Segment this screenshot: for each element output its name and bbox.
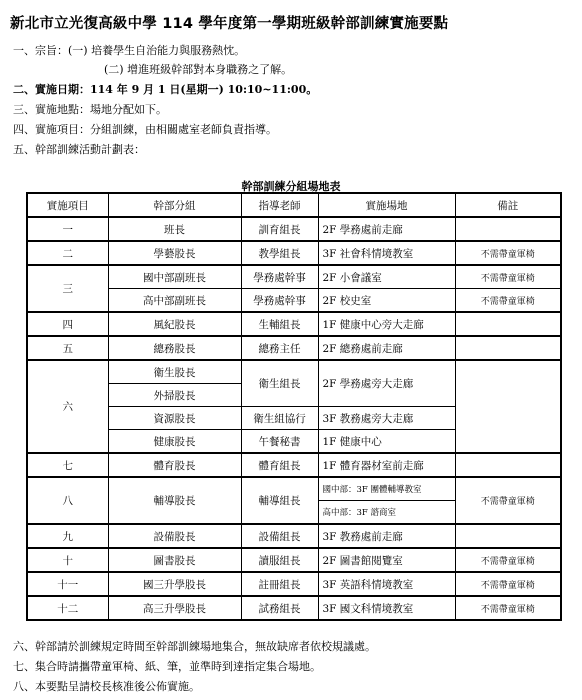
cell-item: 十 bbox=[27, 548, 108, 572]
section-purpose-2: (二) 增進班級幹部對本身職務之了解。 bbox=[104, 63, 293, 76]
document-title: 新北市立光復高級中學 114 學年度第一學期班級幹部訓練實施要點 bbox=[10, 16, 449, 32]
cell-note bbox=[455, 312, 561, 336]
cell-note: 不需帶童軍椅 bbox=[455, 289, 561, 313]
cell-note: 不需帶童軍椅 bbox=[455, 572, 561, 596]
cell-item: 十一 bbox=[27, 572, 108, 596]
table-row bbox=[27, 360, 561, 384]
cell-venue: 3F 教務處旁大走廊 bbox=[318, 407, 455, 430]
cell-teacher: 訓育組長 bbox=[241, 217, 318, 241]
cell-cadre: 高三升學股長 bbox=[108, 596, 241, 620]
section-approval: 八、本要點呈請校長核准後公佈實施。 bbox=[13, 680, 200, 693]
cell-item: 七 bbox=[27, 453, 108, 477]
cell-venue: 2F 學務處前走廊 bbox=[318, 217, 455, 241]
cell-venue: 1F 健康中心 bbox=[318, 430, 455, 454]
cell-teacher: 午餐秘書 bbox=[241, 430, 318, 454]
section-bring-items: 七、集合時請攜帶童軍椅、紙、筆，並準時到達指定集合場地。 bbox=[13, 660, 321, 673]
cell-note bbox=[455, 524, 561, 548]
cell-cadre: 衛生股長 bbox=[108, 360, 241, 384]
table-row bbox=[27, 572, 561, 596]
cell-teacher: 衛生組協行 bbox=[241, 407, 318, 430]
cell-venue: 2F 校史室 bbox=[318, 289, 455, 313]
table-row bbox=[27, 453, 561, 477]
cell-item: 五 bbox=[27, 336, 108, 360]
cell-venue: 3F 社會科情境教室 bbox=[318, 241, 455, 265]
cell-cadre: 總務股長 bbox=[108, 336, 241, 360]
cell-cadre: 輔導股長 bbox=[108, 477, 241, 524]
cell-cadre: 外掃股長 bbox=[108, 384, 241, 407]
cell-venue: 高中部：3F 諮商室 bbox=[318, 501, 455, 525]
cell-item: 十二 bbox=[27, 596, 108, 620]
table-row bbox=[27, 289, 561, 313]
table-row bbox=[27, 596, 561, 620]
cell-item: 九 bbox=[27, 524, 108, 548]
cell-note: 不需帶童軍椅 bbox=[455, 477, 561, 524]
section-items: 四、實施項目：分組訓練，由相關處室老師負責指導。 bbox=[13, 123, 277, 136]
table-row bbox=[27, 265, 561, 289]
table-header-row bbox=[27, 193, 561, 217]
cell-venue: 3F 英語科情境教室 bbox=[318, 572, 455, 596]
cell-item: 三 bbox=[27, 265, 108, 312]
cell-note bbox=[455, 360, 561, 453]
cell-note: 不需帶童軍椅 bbox=[455, 548, 561, 572]
cell-item: 一 bbox=[27, 217, 108, 241]
cell-venue: 3F 教務處前走廊 bbox=[318, 524, 455, 548]
cell-venue: 國中部：3F 團體輔導教室 bbox=[318, 477, 455, 501]
header-cadre: 幹部分組 bbox=[108, 193, 241, 217]
table-row bbox=[27, 312, 561, 336]
cell-cadre: 風紀股長 bbox=[108, 312, 241, 336]
section-location: 三、實施地點：場地分配如下。 bbox=[13, 103, 167, 116]
cell-item: 四 bbox=[27, 312, 108, 336]
cell-cadre: 設備股長 bbox=[108, 524, 241, 548]
cell-venue: 2F 圖書館閱覽室 bbox=[318, 548, 455, 572]
cell-item: 六 bbox=[27, 360, 108, 453]
cell-teacher: 註冊組長 bbox=[241, 572, 318, 596]
cell-cadre: 國三升學股長 bbox=[108, 572, 241, 596]
cell-venue: 2F 學務處旁大走廊 bbox=[318, 360, 455, 407]
cell-note: 不需帶童軍椅 bbox=[455, 241, 561, 265]
header-note: 備註 bbox=[455, 193, 561, 217]
cell-teacher: 總務主任 bbox=[241, 336, 318, 360]
section-date: 二、實施日期：114 年 9 月 1 日(星期一) 10:10~11:00。 bbox=[13, 83, 318, 96]
cell-teacher: 學務處幹事 bbox=[241, 265, 318, 289]
cell-note bbox=[455, 217, 561, 241]
table-row bbox=[27, 217, 561, 241]
cell-note: 不需帶童軍椅 bbox=[455, 596, 561, 620]
section-plan: 五、幹部訓練活動計劃表： bbox=[13, 143, 145, 156]
cell-teacher: 輔導組長 bbox=[241, 477, 318, 524]
header-item: 實施項目 bbox=[27, 193, 108, 217]
cell-teacher: 衛生組長 bbox=[241, 360, 318, 407]
cell-teacher: 體育組長 bbox=[241, 453, 318, 477]
cell-cadre: 學藝股長 bbox=[108, 241, 241, 265]
cell-cadre: 健康股長 bbox=[108, 430, 241, 454]
cell-venue: 1F 體育器材室前走廊 bbox=[318, 453, 455, 477]
cell-teacher: 生輔組長 bbox=[241, 312, 318, 336]
cell-cadre: 國中部副班長 bbox=[108, 265, 241, 289]
venue-table bbox=[26, 192, 562, 621]
section-purpose-1: 一、宗旨：(一) 培養學生自治能力與服務熱忱。 bbox=[13, 44, 246, 57]
cell-note bbox=[455, 336, 561, 360]
cell-teacher: 設備組長 bbox=[241, 524, 318, 548]
header-teacher: 指導老師 bbox=[241, 193, 318, 217]
table-caption: 幹部訓練分組場地表 bbox=[241, 180, 341, 193]
section-attendance: 六、幹部請於訓練規定時間至幹部訓練場地集合，無故缺席者依校規議處。 bbox=[13, 640, 376, 653]
cell-cadre: 班長 bbox=[108, 217, 241, 241]
cell-venue: 2F 總務處前走廊 bbox=[318, 336, 455, 360]
cell-cadre: 高中部副班長 bbox=[108, 289, 241, 313]
cell-cadre: 資源股長 bbox=[108, 407, 241, 430]
cell-cadre: 體育股長 bbox=[108, 453, 241, 477]
table-row bbox=[27, 548, 561, 572]
cell-teacher: 讀服組長 bbox=[241, 548, 318, 572]
table-row bbox=[27, 241, 561, 265]
cell-item: 八 bbox=[27, 477, 108, 524]
header-venue: 實施場地 bbox=[318, 193, 455, 217]
table-row bbox=[27, 477, 561, 501]
cell-note: 不需帶童軍椅 bbox=[455, 265, 561, 289]
cell-teacher: 教學組長 bbox=[241, 241, 318, 265]
cell-cadre: 圖書股長 bbox=[108, 548, 241, 572]
cell-venue: 2F 小會議室 bbox=[318, 265, 455, 289]
cell-teacher: 學務處幹事 bbox=[241, 289, 318, 313]
table-row bbox=[27, 336, 561, 360]
cell-venue: 3F 國文科情境教室 bbox=[318, 596, 455, 620]
table-row bbox=[27, 524, 561, 548]
cell-teacher: 試務組長 bbox=[241, 596, 318, 620]
cell-venue: 1F 健康中心旁大走廊 bbox=[318, 312, 455, 336]
cell-note bbox=[455, 453, 561, 477]
cell-item: 二 bbox=[27, 241, 108, 265]
